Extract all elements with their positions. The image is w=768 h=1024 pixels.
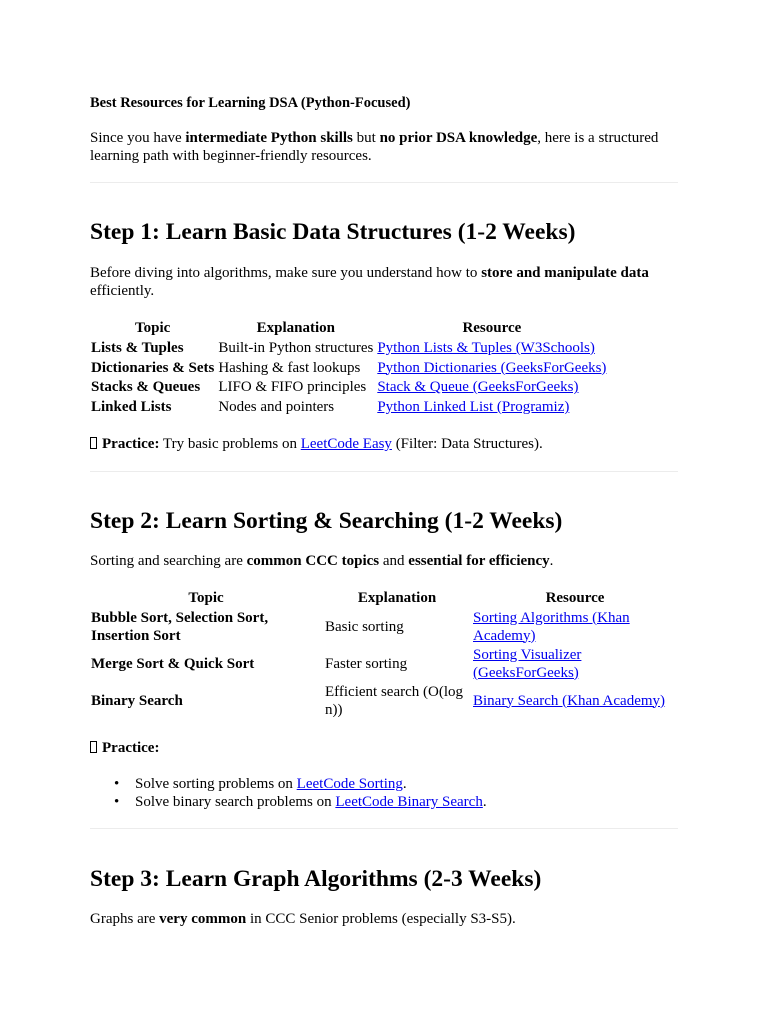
step1-heading: Step 1: Learn Basic Data Structures (1-2 Weeks) — [90, 219, 576, 245]
explanation-cell: Built-in Python structures — [218, 339, 374, 356]
step2-desc-text: Sorting and searching are — [90, 553, 247, 569]
step1-desc-text: efficiently. — [90, 283, 155, 299]
resource-cell — [471, 608, 679, 645]
table-row — [89, 682, 679, 719]
bullet-text: . — [482, 794, 487, 810]
intro-paragraph — [90, 129, 678, 165]
header-resource: Resource — [545, 590, 605, 606]
resource-link[interactable]: Python Lists & Tuples (W3Schools) — [377, 339, 595, 356]
step1-table — [89, 318, 608, 417]
step1-description — [90, 264, 678, 300]
topic-cell: Binary Search — [91, 692, 183, 709]
table-row — [89, 338, 608, 358]
resource-link[interactable]: Sorting Visualizer (GeeksForGeeks) — [473, 646, 582, 681]
resource-cell — [375, 338, 608, 358]
topic-cell: Bubble Sort, Selection Sort, Insertion Sort — [91, 609, 269, 644]
resource-cell — [375, 377, 608, 397]
bullet-text: Solve binary search problems on — [135, 794, 336, 810]
step2-practice-list — [90, 775, 487, 811]
resource-link[interactable]: Binary Search (Khan Academy) — [473, 692, 666, 709]
resource-link[interactable]: Sorting Algorithms (Khan Academy) — [473, 609, 630, 644]
practice-text: (Filter: Data Structures). — [391, 436, 543, 452]
divider — [90, 471, 678, 472]
topic-cell: Linked Lists — [91, 398, 172, 415]
explanation-cell: Basic sorting — [325, 618, 404, 635]
step2-desc-bold: common CCC topics — [246, 553, 380, 569]
header-resource: Resource — [462, 320, 522, 336]
bullet-icon: • — [114, 794, 120, 810]
explanation-cell: Faster sorting — [325, 655, 408, 672]
intro-bold-knowledge: no prior DSA knowledge — [379, 130, 538, 146]
explanation-cell: Hashing & fast lookups — [218, 359, 361, 376]
intro-bold-skills: intermediate Python skills — [185, 130, 353, 146]
bullet-text: Solve sorting problems on — [135, 776, 297, 792]
resource-link[interactable]: Python Dictionaries (GeeksForGeeks) — [377, 359, 607, 376]
resource-cell — [375, 397, 608, 417]
leetcode-easy-link[interactable]: LeetCode Easy — [300, 436, 392, 452]
header-explanation: Explanation — [256, 320, 335, 336]
topic-cell: Dictionaries & Sets — [91, 359, 215, 376]
step3-desc-text: in CCC Senior problems (especially S3-S5). — [246, 911, 516, 927]
divider — [90, 182, 678, 183]
resource-cell — [375, 358, 608, 378]
intro-text: Since you have — [90, 130, 186, 146]
step3-heading: Step 3: Learn Graph Algorithms (2-3 Weeks) — [90, 866, 542, 892]
explanation-cell: Efficient search (O(log n)) — [325, 683, 463, 718]
leetcode-binary-search-link[interactable]: LeetCode Binary Search — [335, 794, 483, 810]
step2-heading: Step 2: Learn Sorting & Searching (1-2 Weeks) — [90, 508, 563, 534]
header-topic: Topic — [188, 590, 224, 606]
practice-icon — [90, 741, 97, 753]
list-item — [90, 793, 487, 811]
step1-desc-text: Before diving into algorithms, make sure you understand how to — [90, 265, 482, 281]
step2-description — [90, 552, 678, 570]
table-header-row — [89, 318, 608, 338]
resource-link[interactable]: Stack & Queue (GeeksForGeeks) — [377, 379, 579, 396]
table-row — [89, 358, 608, 378]
header-topic: Topic — [135, 320, 171, 336]
table-row — [89, 645, 679, 682]
step1-desc-bold: store and manipulate data — [481, 265, 649, 281]
resource-cell — [471, 682, 679, 719]
step2-desc-text: . — [549, 553, 554, 569]
practice-label: Practice: — [102, 740, 160, 756]
step2-practice — [90, 739, 678, 757]
practice-label: Practice: — [102, 436, 160, 452]
intro-text: , here is a structured learning path with beginner-friendly resources. — [90, 130, 659, 164]
step2-table — [89, 588, 679, 719]
table-header-row — [89, 588, 679, 608]
explanation-cell: Nodes and pointers — [218, 398, 335, 415]
divider — [90, 828, 678, 829]
intro-text: but — [352, 130, 380, 146]
practice-text: Try basic problems on — [159, 436, 301, 452]
topic-cell: Lists & Tuples — [91, 339, 184, 356]
leetcode-sorting-link[interactable]: LeetCode Sorting — [296, 776, 403, 792]
step3-desc-bold: very common — [159, 911, 247, 927]
bullet-icon: • — [114, 776, 120, 792]
explanation-cell: LIFO & FIFO principles — [218, 379, 367, 396]
header-explanation: Explanation — [357, 590, 437, 606]
topic-cell: Stacks & Queues — [91, 379, 201, 396]
step2-desc-text: and — [379, 553, 409, 569]
bullet-text: . — [402, 776, 407, 792]
table-row — [89, 608, 679, 645]
step3-description — [90, 910, 678, 928]
table-row — [89, 377, 608, 397]
step1-practice — [90, 435, 678, 453]
topic-cell: Merge Sort & Quick Sort — [91, 655, 255, 672]
practice-icon — [90, 437, 97, 449]
table-row — [89, 397, 608, 417]
step3-desc-text: Graphs are — [90, 911, 160, 927]
document-title: Best Resources for Learning DSA (Python-Focused) — [90, 95, 411, 111]
list-item — [90, 775, 487, 793]
step2-desc-bold: essential for efficiency — [408, 553, 550, 569]
resource-link[interactable]: Python Linked List (Programiz) — [377, 398, 570, 415]
resource-cell — [471, 645, 679, 682]
